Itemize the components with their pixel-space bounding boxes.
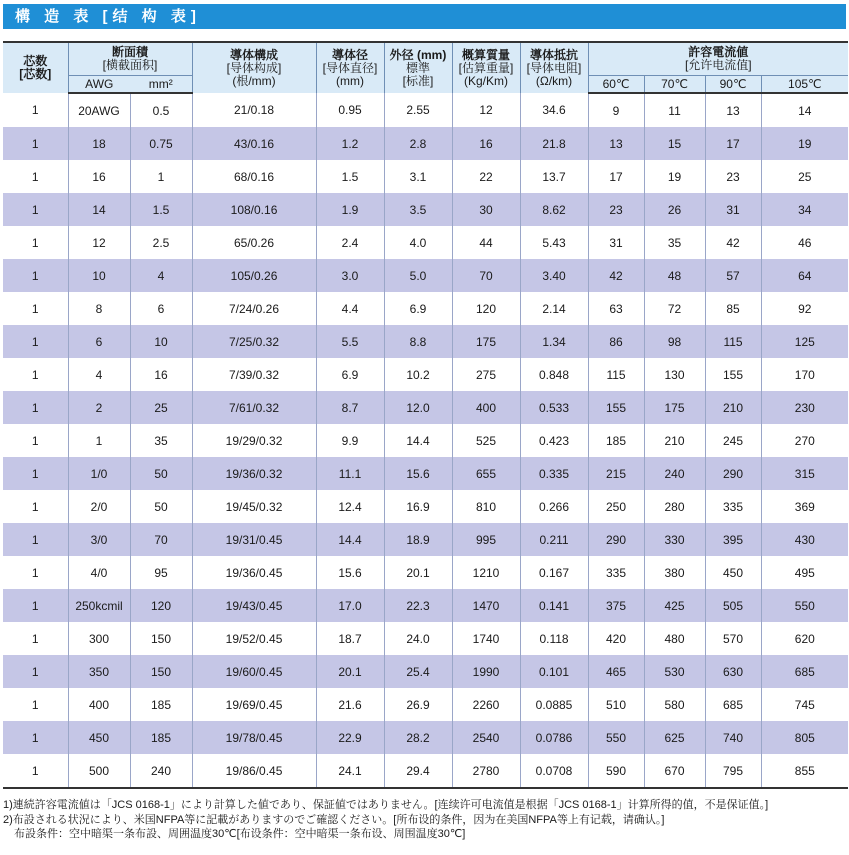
table-cell: 420 xyxy=(588,622,644,655)
table-cell: 12 xyxy=(452,93,520,127)
table-cell: 505 xyxy=(705,589,761,622)
table-cell: 1 xyxy=(3,127,68,160)
table-cell: 10 xyxy=(130,325,192,358)
table-cell: 65/0.26 xyxy=(192,226,316,259)
table-cell: 19/69/0.45 xyxy=(192,688,316,721)
table-cell: 35 xyxy=(644,226,705,259)
table-cell: 1 xyxy=(3,589,68,622)
table-cell: 15.6 xyxy=(316,556,384,589)
table-cell: 300 xyxy=(68,622,130,655)
table-cell: 4.0 xyxy=(384,226,452,259)
table-cell: 210 xyxy=(705,391,761,424)
table-cell: 23 xyxy=(588,193,644,226)
table-cell: 1 xyxy=(3,325,68,358)
table-cell: 42 xyxy=(588,259,644,292)
table-row xyxy=(3,622,848,655)
table-cell: 115 xyxy=(705,325,761,358)
table-cell: 1.34 xyxy=(520,325,588,358)
table-cell: 6.9 xyxy=(316,358,384,391)
table-cell: 14 xyxy=(761,93,848,127)
table-cell: 510 xyxy=(588,688,644,721)
table-cell: 810 xyxy=(452,490,520,523)
table-cell: 275 xyxy=(452,358,520,391)
table-cell: 430 xyxy=(761,523,848,556)
table-cell: 670 xyxy=(644,754,705,788)
table-cell: 500 xyxy=(68,754,130,788)
table-cell: 450 xyxy=(705,556,761,589)
table-cell: 1 xyxy=(3,226,68,259)
header-diameter: 導体径 [导体直径] (mm) xyxy=(316,42,384,93)
table-cell: 19/43/0.45 xyxy=(192,589,316,622)
footnotes xyxy=(3,798,849,842)
table-cell: 25 xyxy=(130,391,192,424)
table-cell: 3.40 xyxy=(520,259,588,292)
table-cell: 1 xyxy=(3,523,68,556)
table-cell: 335 xyxy=(588,556,644,589)
table-cell: 0.533 xyxy=(520,391,588,424)
table-row xyxy=(3,424,848,457)
header-cores: 芯数 [芯数] xyxy=(3,42,68,93)
table-cell: 1/0 xyxy=(68,457,130,490)
table-row xyxy=(3,721,848,754)
table-cell: 0.95 xyxy=(316,93,384,127)
table-cell: 580 xyxy=(644,688,705,721)
table-cell: 620 xyxy=(761,622,848,655)
table-cell: 250kcmil xyxy=(68,589,130,622)
table-cell: 64 xyxy=(761,259,848,292)
table-cell: 745 xyxy=(761,688,848,721)
table-cell: 3.1 xyxy=(384,160,452,193)
table-cell: 805 xyxy=(761,721,848,754)
table-cell: 34.6 xyxy=(520,93,588,127)
structure-table xyxy=(3,41,848,789)
table-cell: 21.6 xyxy=(316,688,384,721)
table-cell: 7/24/0.26 xyxy=(192,292,316,325)
table-cell: 0.848 xyxy=(520,358,588,391)
table-cell: 5.5 xyxy=(316,325,384,358)
table-cell: 20.1 xyxy=(316,655,384,688)
header-weight: 概算質量 [估算重量] (Kg/Km) xyxy=(452,42,520,93)
table-cell: 570 xyxy=(705,622,761,655)
table-cell: 5.43 xyxy=(520,226,588,259)
table-cell: 330 xyxy=(644,523,705,556)
table-cell: 4.4 xyxy=(316,292,384,325)
table-cell: 130 xyxy=(644,358,705,391)
table-cell: 4 xyxy=(130,259,192,292)
table-row xyxy=(3,193,848,226)
table-cell: 175 xyxy=(644,391,705,424)
table-cell: 16 xyxy=(452,127,520,160)
table-cell: 0.5 xyxy=(130,93,192,127)
table-cell: 15 xyxy=(644,127,705,160)
table-cell: 795 xyxy=(705,754,761,788)
table-cell: 42 xyxy=(705,226,761,259)
table-cell: 0.266 xyxy=(520,490,588,523)
table-cell: 1470 xyxy=(452,589,520,622)
table-cell: 0.335 xyxy=(520,457,588,490)
header-temp-60: 60℃ xyxy=(588,76,644,94)
table-cell: 1.5 xyxy=(316,160,384,193)
table-row xyxy=(3,292,848,325)
table-cell: 9.9 xyxy=(316,424,384,457)
table-cell: 655 xyxy=(452,457,520,490)
table-cell: 400 xyxy=(452,391,520,424)
table-cell: 1 xyxy=(3,193,68,226)
table-cell: 14 xyxy=(68,193,130,226)
table-cell: 19 xyxy=(644,160,705,193)
table-cell: 315 xyxy=(761,457,848,490)
header-temp-70: 70℃ xyxy=(644,76,705,94)
table-cell: 98 xyxy=(644,325,705,358)
table-row xyxy=(3,688,848,721)
table-cell: 335 xyxy=(705,490,761,523)
table-cell: 25.4 xyxy=(384,655,452,688)
table-cell: 16 xyxy=(68,160,130,193)
table-cell: 16.9 xyxy=(384,490,452,523)
header-outer-diameter: 外径 (mm) 標準 [标准] xyxy=(384,42,452,93)
table-cell: 48 xyxy=(644,259,705,292)
table-cell: 185 xyxy=(130,721,192,754)
table-cell: 19 xyxy=(761,127,848,160)
table-cell: 105/0.26 xyxy=(192,259,316,292)
header-temp-90: 90℃ xyxy=(705,76,761,94)
table-cell: 12.4 xyxy=(316,490,384,523)
table-cell: 18.7 xyxy=(316,622,384,655)
table-cell: 0.0708 xyxy=(520,754,588,788)
table-cell: 13 xyxy=(588,127,644,160)
table-cell: 2.4 xyxy=(316,226,384,259)
table-cell: 480 xyxy=(644,622,705,655)
table-cell: 19/36/0.32 xyxy=(192,457,316,490)
table-cell: 7/39/0.32 xyxy=(192,358,316,391)
table-cell: 31 xyxy=(705,193,761,226)
table-cell: 18 xyxy=(68,127,130,160)
table-cell: 2.14 xyxy=(520,292,588,325)
table-cell: 4 xyxy=(68,358,130,391)
table-cell: 18.9 xyxy=(384,523,452,556)
table-cell: 240 xyxy=(130,754,192,788)
table-cell: 425 xyxy=(644,589,705,622)
table-cell: 10.2 xyxy=(384,358,452,391)
table-cell: 120 xyxy=(130,589,192,622)
table-cell: 4/0 xyxy=(68,556,130,589)
table-cell: 25 xyxy=(761,160,848,193)
table-cell: 290 xyxy=(588,523,644,556)
table-cell: 280 xyxy=(644,490,705,523)
table-cell: 1 xyxy=(3,424,68,457)
table-cell: 120 xyxy=(452,292,520,325)
table-cell: 8.62 xyxy=(520,193,588,226)
table-cell: 1 xyxy=(3,622,68,655)
table-cell: 1 xyxy=(3,688,68,721)
table-cell: 13 xyxy=(705,93,761,127)
table-cell: 14.4 xyxy=(384,424,452,457)
table-cell: 0.101 xyxy=(520,655,588,688)
table-cell: 19/78/0.45 xyxy=(192,721,316,754)
table-cell: 43/0.16 xyxy=(192,127,316,160)
table-cell: 395 xyxy=(705,523,761,556)
table-cell: 21.8 xyxy=(520,127,588,160)
table-cell: 240 xyxy=(644,457,705,490)
table-cell: 2780 xyxy=(452,754,520,788)
table-cell: 17.0 xyxy=(316,589,384,622)
table-cell: 1 xyxy=(3,490,68,523)
table-cell: 14.4 xyxy=(316,523,384,556)
table-cell: 400 xyxy=(68,688,130,721)
table-cell: 290 xyxy=(705,457,761,490)
table-cell: 1 xyxy=(68,424,130,457)
table-cell: 31 xyxy=(588,226,644,259)
table-cell: 450 xyxy=(68,721,130,754)
table-cell: 1 xyxy=(3,556,68,589)
table-cell: 13.7 xyxy=(520,160,588,193)
table-cell: 12.0 xyxy=(384,391,452,424)
table-cell: 230 xyxy=(761,391,848,424)
table-cell: 12 xyxy=(68,226,130,259)
table-cell: 3.5 xyxy=(384,193,452,226)
table-header xyxy=(3,42,848,93)
table-cell: 150 xyxy=(130,622,192,655)
table-cell: 19/36/0.45 xyxy=(192,556,316,589)
table-cell: 72 xyxy=(644,292,705,325)
table-row xyxy=(3,358,848,391)
table-cell: 630 xyxy=(705,655,761,688)
table-cell: 1 xyxy=(3,259,68,292)
table-row xyxy=(3,754,848,788)
header-temp-105: 105℃ xyxy=(761,76,848,94)
table-cell: 19/86/0.45 xyxy=(192,754,316,788)
table-cell: 29.4 xyxy=(384,754,452,788)
table-cell: 1 xyxy=(3,160,68,193)
table-cell: 740 xyxy=(705,721,761,754)
table-cell: 150 xyxy=(130,655,192,688)
table-cell: 8 xyxy=(68,292,130,325)
table-cell: 0.423 xyxy=(520,424,588,457)
header-mm2: mm² xyxy=(130,76,192,94)
table-cell: 68/0.16 xyxy=(192,160,316,193)
table-cell: 108/0.16 xyxy=(192,193,316,226)
table-row xyxy=(3,127,848,160)
table-body xyxy=(3,93,848,788)
table-cell: 155 xyxy=(588,391,644,424)
table-cell: 1 xyxy=(3,391,68,424)
table-cell: 95 xyxy=(130,556,192,589)
table-cell: 8.8 xyxy=(384,325,452,358)
table-cell: 125 xyxy=(761,325,848,358)
table-cell: 375 xyxy=(588,589,644,622)
table-cell: 1210 xyxy=(452,556,520,589)
table-cell: 1990 xyxy=(452,655,520,688)
table-cell: 685 xyxy=(705,688,761,721)
header-awg: AWG xyxy=(68,76,130,94)
table-cell: 20.1 xyxy=(384,556,452,589)
table-cell: 115 xyxy=(588,358,644,391)
header-area: 断面積 [横截面积] xyxy=(68,42,192,76)
table-row xyxy=(3,523,848,556)
table-cell: 19/52/0.45 xyxy=(192,622,316,655)
table-cell: 22 xyxy=(452,160,520,193)
page-title: 構 造 表 [结 构 表] xyxy=(3,4,846,29)
table-cell: 0.211 xyxy=(520,523,588,556)
table-cell: 2/0 xyxy=(68,490,130,523)
table-cell: 22.9 xyxy=(316,721,384,754)
table-cell: 495 xyxy=(761,556,848,589)
table-cell: 0.118 xyxy=(520,622,588,655)
table-cell: 50 xyxy=(130,457,192,490)
table-cell: 155 xyxy=(705,358,761,391)
table-cell: 24.1 xyxy=(316,754,384,788)
table-cell: 590 xyxy=(588,754,644,788)
table-cell: 3/0 xyxy=(68,523,130,556)
table-cell: 15.6 xyxy=(384,457,452,490)
table-cell: 1.5 xyxy=(130,193,192,226)
table-cell: 2260 xyxy=(452,688,520,721)
table-cell: 170 xyxy=(761,358,848,391)
table-cell: 1 xyxy=(3,292,68,325)
table-cell: 11 xyxy=(644,93,705,127)
table-cell: 0.0885 xyxy=(520,688,588,721)
table-cell: 525 xyxy=(452,424,520,457)
table-cell: 92 xyxy=(761,292,848,325)
table-cell: 23 xyxy=(705,160,761,193)
table-cell: 2.55 xyxy=(384,93,452,127)
table-cell: 70 xyxy=(452,259,520,292)
table-cell: 1 xyxy=(3,93,68,127)
table-cell: 7/61/0.32 xyxy=(192,391,316,424)
table-cell: 530 xyxy=(644,655,705,688)
table-cell: 550 xyxy=(761,589,848,622)
table-cell: 17 xyxy=(705,127,761,160)
table-cell: 50 xyxy=(130,490,192,523)
table-cell: 2.5 xyxy=(130,226,192,259)
table-cell: 1 xyxy=(3,457,68,490)
header-resistance: 導体抵抗 [导体电阻] (Ω/km) xyxy=(520,42,588,93)
table-cell: 3.0 xyxy=(316,259,384,292)
table-cell: 9 xyxy=(588,93,644,127)
table-cell: 5.0 xyxy=(384,259,452,292)
header-allowable-current: 許容電流値 [允许电流值] xyxy=(588,42,848,76)
table-row xyxy=(3,655,848,688)
table-cell: 19/45/0.32 xyxy=(192,490,316,523)
table-cell: 1.2 xyxy=(316,127,384,160)
table-cell: 16 xyxy=(130,358,192,391)
table-cell: 6.9 xyxy=(384,292,452,325)
table-cell: 8.7 xyxy=(316,391,384,424)
table-cell: 46 xyxy=(761,226,848,259)
table-cell: 0.167 xyxy=(520,556,588,589)
header-conductor: 導体構成 [导体构成] (根/mm) xyxy=(192,42,316,93)
table-cell: 995 xyxy=(452,523,520,556)
table-cell: 24.0 xyxy=(384,622,452,655)
table-cell: 1 xyxy=(3,655,68,688)
table-cell: 85 xyxy=(705,292,761,325)
table-cell: 35 xyxy=(130,424,192,457)
table-cell: 1 xyxy=(3,358,68,391)
table-cell: 2 xyxy=(68,391,130,424)
table-cell: 550 xyxy=(588,721,644,754)
table-cell: 11.1 xyxy=(316,457,384,490)
table-row xyxy=(3,391,848,424)
table-cell: 1 xyxy=(130,160,192,193)
table-row xyxy=(3,589,848,622)
table-cell: 855 xyxy=(761,754,848,788)
table-cell: 380 xyxy=(644,556,705,589)
table-cell: 44 xyxy=(452,226,520,259)
table-cell: 6 xyxy=(68,325,130,358)
table-cell: 17 xyxy=(588,160,644,193)
table-row xyxy=(3,457,848,490)
table-cell: 28.2 xyxy=(384,721,452,754)
footnote: 布設条件：空中暗渠一条布設、周囲温度30℃[布设条件：空中暗渠一条布设、周围温度30℃] xyxy=(3,828,466,840)
table-row xyxy=(3,325,848,358)
table-cell: 1740 xyxy=(452,622,520,655)
table-cell: 19/29/0.32 xyxy=(192,424,316,457)
table-cell: 22.3 xyxy=(384,589,452,622)
table-row xyxy=(3,259,848,292)
table-row xyxy=(3,490,848,523)
table-cell: 250 xyxy=(588,490,644,523)
table-cell: 369 xyxy=(761,490,848,523)
table-cell: 21/0.18 xyxy=(192,93,316,127)
table-cell: 57 xyxy=(705,259,761,292)
table-cell: 10 xyxy=(68,259,130,292)
table-cell: 685 xyxy=(761,655,848,688)
table-cell: 19/31/0.45 xyxy=(192,523,316,556)
table-cell: 210 xyxy=(644,424,705,457)
table-row xyxy=(3,93,848,127)
table-cell: 625 xyxy=(644,721,705,754)
table-cell: 70 xyxy=(130,523,192,556)
table-cell: 19/60/0.45 xyxy=(192,655,316,688)
table-cell: 0.141 xyxy=(520,589,588,622)
table-cell: 215 xyxy=(588,457,644,490)
table-cell: 30 xyxy=(452,193,520,226)
table-cell: 1 xyxy=(3,721,68,754)
table-cell: 350 xyxy=(68,655,130,688)
table-cell: 1.9 xyxy=(316,193,384,226)
table-cell: 465 xyxy=(588,655,644,688)
footnote: 2)布設される状況により、米国NFPA等に記載がありますのでご確認ください。[所布设的条件，因为在美国NFPA等上有记载，请确认。] xyxy=(3,813,665,826)
table-cell: 86 xyxy=(588,325,644,358)
table-cell: 175 xyxy=(452,325,520,358)
table-cell: 270 xyxy=(761,424,848,457)
table-cell: 245 xyxy=(705,424,761,457)
table-cell: 26 xyxy=(644,193,705,226)
table-row xyxy=(3,226,848,259)
table-cell: 185 xyxy=(588,424,644,457)
table-cell: 185 xyxy=(130,688,192,721)
table-cell: 63 xyxy=(588,292,644,325)
table-cell: 2.8 xyxy=(384,127,452,160)
table-cell: 6 xyxy=(130,292,192,325)
footnote: 1)連続許容電流値は「JCS 0168-1」により計算した値であり、保証値ではありません。[连续许可电流值是根据「JCS 0168-1」计算所得的值，不是保证值。] xyxy=(3,799,769,811)
table-cell: 0.0786 xyxy=(520,721,588,754)
table-cell: 34 xyxy=(761,193,848,226)
table-cell: 1 xyxy=(3,754,68,788)
table-cell: 2540 xyxy=(452,721,520,754)
table-cell: 20AWG xyxy=(68,93,130,127)
table-row xyxy=(3,160,848,193)
table-cell: 7/25/0.32 xyxy=(192,325,316,358)
table-cell: 26.9 xyxy=(384,688,452,721)
table-row xyxy=(3,556,848,589)
table-cell: 0.75 xyxy=(130,127,192,160)
